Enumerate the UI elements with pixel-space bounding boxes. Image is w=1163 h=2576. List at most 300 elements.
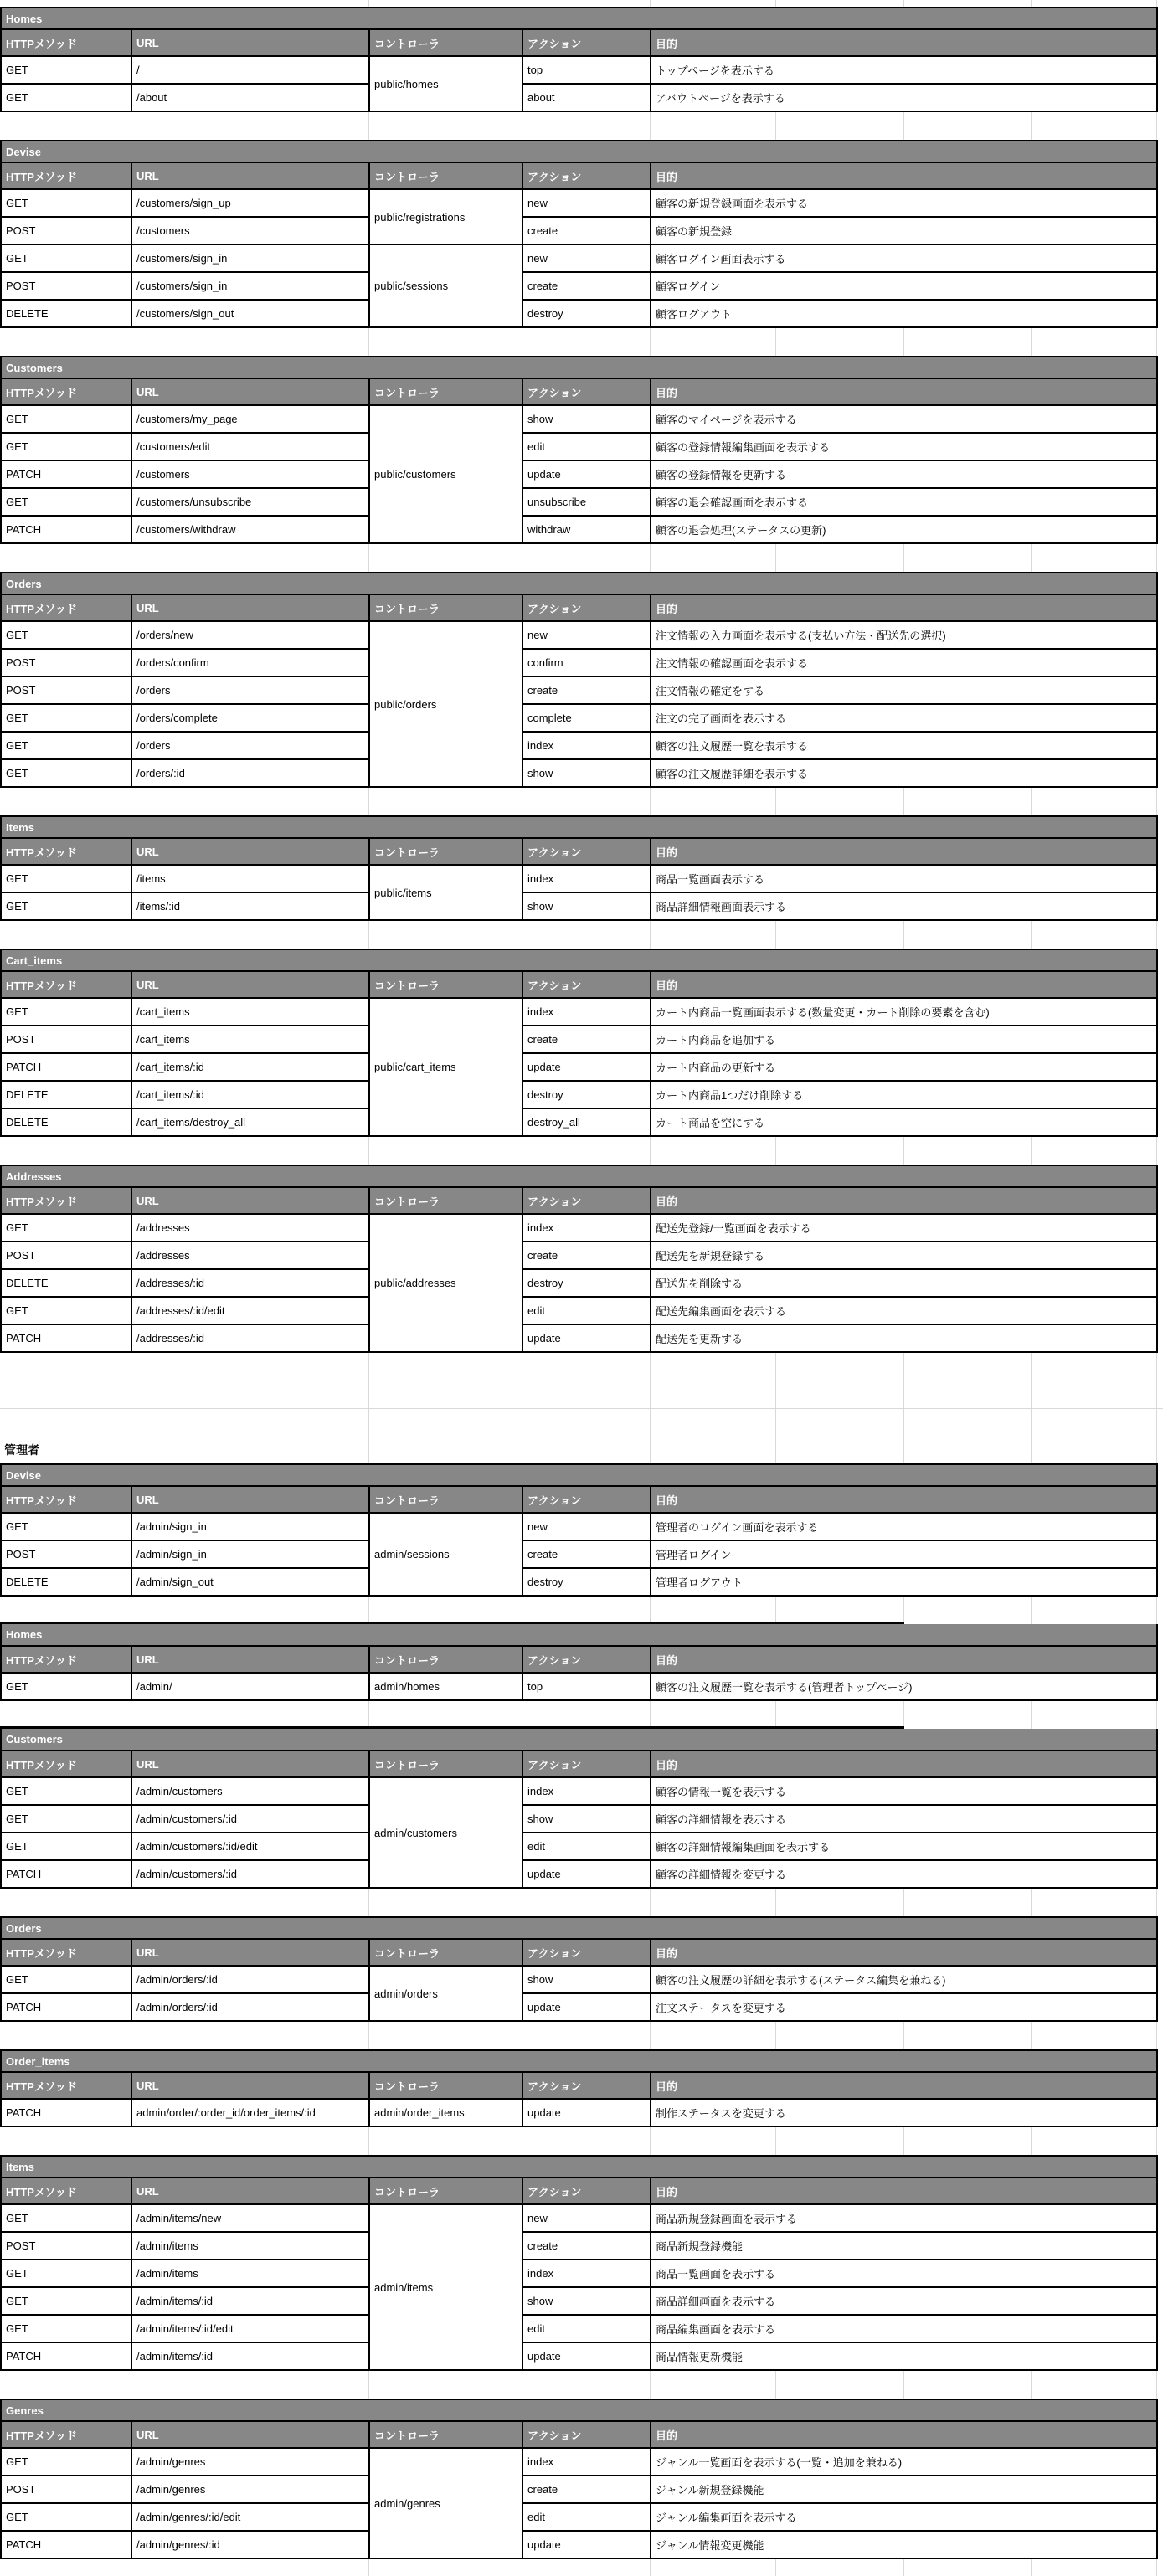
cell-url: /orders/complete [131,704,369,732]
cell-action: show [522,2287,651,2315]
sheet-gridline [650,1889,651,1916]
route-row [1,244,1157,272]
cell-http-method: DELETE [1,1108,131,1136]
column-header: コントローラ [369,1486,522,1513]
cell-action: update [522,1053,651,1081]
route-row [1,2099,1157,2126]
section-title-bar [1,2050,1157,2072]
section-title-bar [1,573,1157,594]
cell-action: confirm [522,649,651,676]
column-header: 目的 [651,1646,1157,1673]
admin-section-label: 管理者 [4,1442,39,1457]
sheet-gridline [1031,112,1032,140]
cell-url: /cart_items [131,998,369,1026]
column-header: 目的 [651,1939,1157,1966]
cell-purpose: 顧客の詳細情報編集画面を表示する [651,1833,1157,1860]
sheet-gridline [1031,921,1032,949]
column-header: URL [131,2178,369,2204]
route-table [0,1729,1158,1889]
cell-http-method: GET [1,84,131,111]
cell-url: /admin/orders/:id [131,1993,369,2021]
section-title-bar [1,2399,1157,2421]
cell-purpose: 顧客の退会処理(ステータスの更新) [651,516,1157,543]
empty-row [0,0,1163,7]
cell-action: index [522,2448,651,2476]
sheet-gridline [903,328,904,356]
cell-controller: admin/genres [369,2448,522,2558]
route-row [1,759,1157,787]
route-row [1,2342,1157,2370]
cell-action: index [522,1777,651,1805]
column-header: 目的 [651,162,1157,189]
section-title: Devise [1,141,1157,162]
cell-http-method: GET [1,56,131,84]
sheet-gridline [903,2559,904,2576]
column-header: HTTPメソッド [1,1486,131,1513]
cell-http-method: GET [1,704,131,732]
cell-url: /customers [131,460,369,488]
cell-action: new [522,1513,651,1540]
column-header: 目的 [651,29,1157,56]
route-table [0,1463,1158,1597]
empty-row [0,1137,1163,1165]
sheet-gridline [775,2559,776,2576]
sheet-gridline [1031,2127,1032,2155]
sheet-gridline [903,1353,904,1436]
sheet-gridline [903,1701,904,1729]
sheet-gridline [903,1436,904,1463]
column-header-row [1,838,1157,865]
cell-purpose: 顧客ログアウト [651,300,1157,327]
cell-url: admin/order/:order_id/order_items/:id [131,2099,369,2126]
column-header-row [1,1187,1157,1214]
column-header: コントローラ [369,2421,522,2448]
cell-http-method: PATCH [1,516,131,543]
route-row [1,2315,1157,2342]
cell-http-method: DELETE [1,300,131,327]
empty-row [0,2127,1163,2155]
column-header: HTTPメソッド [1,1751,131,1777]
cell-purpose: 注文の完了画面を表示する [651,704,1157,732]
cell-action: show [522,759,651,787]
route-row [1,621,1157,649]
cell-url: / [131,56,369,84]
cell-http-method: GET [1,433,131,460]
sheet-gridline [775,2371,776,2399]
column-header: コントローラ [369,1187,522,1214]
cell-purpose: ジャンル編集画面を表示する [651,2503,1157,2531]
route-row [1,1860,1157,1888]
cell-action: destroy [522,1568,651,1596]
cell-http-method: GET [1,1805,131,1833]
route-row [1,84,1157,111]
cell-purpose: 商品編集画面を表示する [651,2315,1157,2342]
route-row [1,1324,1157,1352]
cell-url: /admin/ [131,1673,369,1700]
cell-controller: public/addresses [369,1214,522,1352]
route-row [1,865,1157,892]
column-header: URL [131,971,369,998]
cell-url: /customers/my_page [131,405,369,433]
cell-purpose: 顧客の詳細情報を変更する [651,1860,1157,1888]
sheet-gridline [650,2127,651,2155]
cell-purpose: 顧客のマイページを表示する [651,405,1157,433]
sheet-gridline [1031,0,1032,7]
section-title: Customers [1,1729,1157,1751]
cell-action: about [522,84,651,111]
column-header: HTTPメソッド [1,1646,131,1673]
cell-purpose: 顧客の注文履歴の詳細を表示する(ステータス編集を兼ねる) [651,1966,1157,1993]
sheet-gridline [368,0,369,7]
column-header: URL [131,1187,369,1214]
cell-purpose: 顧客の新規登録画面を表示する [651,189,1157,217]
route-table [0,7,1158,112]
cell-purpose: 商品一覧画面を表示する [651,2260,1157,2287]
cell-purpose: 顧客ログイン [651,272,1157,300]
column-header: HTTPメソッド [1,1187,131,1214]
cell-http-method: PATCH [1,1324,131,1352]
sheet-gridline [650,544,651,572]
cell-url: /admin/customers [131,1777,369,1805]
column-header: HTTPメソッド [1,1939,131,1966]
cell-action: show [522,1805,651,1833]
sheet-gridline [1031,1137,1032,1165]
cell-action: new [522,244,651,272]
sheet-gridline [775,1597,776,1624]
cell-url: /admin/items [131,2232,369,2260]
column-header: HTTPメソッド [1,594,131,621]
cell-controller: public/customers [369,405,522,543]
cell-purpose: 顧客の登録情報を更新する [651,460,1157,488]
sheet-gridline [775,1436,776,1463]
cell-url: /customers/unsubscribe [131,488,369,516]
section-title: Devise [1,1464,1157,1486]
sheet-gridline [650,328,651,356]
cell-purpose: 注文情報の確定をする [651,676,1157,704]
column-header: 目的 [651,1751,1157,1777]
section-title-bar [1,357,1157,378]
sheet-gridline [1031,544,1032,572]
column-header: 目的 [651,594,1157,621]
sheet-gridline [903,1137,904,1165]
cell-action: destroy [522,1081,651,1108]
empty-row [0,1597,1163,1624]
column-header: 目的 [651,1486,1157,1513]
column-header: コントローラ [369,1646,522,1673]
route-row [1,732,1157,759]
route-table-section [0,1916,1156,2022]
column-header: URL [131,1939,369,1966]
cell-controller: admin/orders [369,1966,522,2021]
column-header: URL [131,2421,369,2448]
route-row [1,189,1157,217]
sheet-gridline [1156,2371,1157,2399]
route-row [1,2204,1157,2232]
sheet-gridline [775,1889,776,1916]
cell-url: /admin/genres [131,2476,369,2503]
column-header: アクション [522,162,651,189]
sheet-gridline [1156,0,1157,7]
cell-action: create [522,2232,651,2260]
cell-url: /admin/items [131,2260,369,2287]
section-title-bar [1,1624,1157,1646]
sheet-gridline [368,1597,369,1624]
route-row [1,1214,1157,1242]
cell-controller: admin/sessions [369,1513,522,1596]
cell-action: update [522,460,651,488]
column-header-row [1,2072,1157,2099]
cell-http-method: GET [1,1513,131,1540]
empty-row [0,112,1163,140]
sheet-gridline [650,1353,651,1436]
cell-url: /items [131,865,369,892]
column-header: 目的 [651,2421,1157,2448]
cell-http-method: PATCH [1,2342,131,2370]
route-table-section [0,140,1156,328]
column-header: URL [131,594,369,621]
column-header: アクション [522,1939,651,1966]
column-header-row [1,1486,1157,1513]
cell-url: /admin/genres/:id [131,2531,369,2558]
sheet-gridline [903,112,904,140]
section-title: Cart_items [1,949,1157,971]
cell-action: complete [522,704,651,732]
cell-url: /cart_items/:id [131,1081,369,1108]
cell-http-method: GET [1,1966,131,1993]
column-header: コントローラ [369,1751,522,1777]
section-title: Order_items [1,2050,1157,2072]
section-title: Homes [1,8,1157,29]
cell-http-method: GET [1,189,131,217]
route-row [1,1833,1157,1860]
cell-purpose: カート内商品を追加する [651,1026,1157,1053]
cell-purpose: 配送先を新規登録する [651,1242,1157,1269]
cell-http-method: DELETE [1,1568,131,1596]
route-row [1,2531,1157,2558]
column-header: URL [131,378,369,405]
route-row [1,1777,1157,1805]
route-table [0,356,1158,544]
cell-http-method: POST [1,649,131,676]
cell-action: edit [522,2315,651,2342]
sheet-gridline [368,1353,369,1436]
cell-http-method: GET [1,865,131,892]
sheet-gridline [1031,1436,1032,1463]
cell-http-method: GET [1,405,131,433]
route-row [1,2260,1157,2287]
sheet-gridline [1156,2022,1157,2049]
cell-action: show [522,405,651,433]
cell-controller: public/items [369,865,522,920]
cell-url: /customers/sign_up [131,189,369,217]
route-row [1,1966,1157,1993]
cell-purpose: 制作ステータスを変更する [651,2099,1157,2126]
section-title: Addresses [1,1165,1157,1187]
cell-purpose: 商品詳細情報画面表示する [651,892,1157,920]
sheet-gridline [368,2127,369,2155]
column-header: HTTPメソッド [1,29,131,56]
sheet-gridline [1156,544,1157,572]
column-header-row [1,2178,1157,2204]
column-header: 目的 [651,1187,1157,1214]
cell-http-method: GET [1,244,131,272]
cell-url: /orders/new [131,621,369,649]
sheet-gridline [775,2022,776,2049]
column-header: URL [131,1646,369,1673]
cell-purpose: カート商品を空にする [651,1108,1157,1136]
column-header: 目的 [651,971,1157,998]
column-header: アクション [522,2178,651,2204]
cell-http-method: GET [1,1214,131,1242]
column-header: URL [131,838,369,865]
cell-action: destroy_all [522,1108,651,1136]
sheet-gridline [1156,2127,1157,2155]
column-header-row [1,378,1157,405]
route-row [1,649,1157,676]
sheet-gridline [1156,1597,1157,1624]
cell-action: top [522,56,651,84]
cell-url: /admin/orders/:id [131,1966,369,1993]
route-table [0,1624,1158,1701]
sheet-gridline [775,1353,776,1436]
cell-controller: admin/items [369,2204,522,2370]
route-table [0,1165,1158,1353]
sheet-gridline [1156,788,1157,815]
cell-http-method: GET [1,2503,131,2531]
cell-purpose: 配送先を更新する [651,1324,1157,1352]
route-row [1,2232,1157,2260]
cell-controller: admin/order_items [369,2099,522,2126]
route-row [1,1673,1157,1700]
cell-url: /addresses/:id [131,1324,369,1352]
route-row [1,300,1157,327]
empty-row [0,788,1163,815]
cell-http-method: PATCH [1,2531,131,2558]
cell-http-method: POST [1,1026,131,1053]
cell-purpose: 顧客ログイン画面表示する [651,244,1157,272]
column-header-row [1,162,1157,189]
cell-purpose: 注文情報の入力画面を表示する(支払い方法・配送先の選択) [651,621,1157,649]
route-row [1,998,1157,1026]
column-header: HTTPメソッド [1,2421,131,2448]
cell-http-method: GET [1,2287,131,2315]
sheet-gridline [903,788,904,815]
section-title-bar [1,8,1157,29]
route-table-section [0,949,1156,1137]
sheet-gridline [368,2371,369,2399]
route-table [0,1916,1158,2022]
empty-row [0,328,1163,356]
cell-http-method: GET [1,732,131,759]
sheet-gridline [650,1597,651,1624]
cell-action: index [522,865,651,892]
empty-row [0,1889,1163,1916]
column-header: コントローラ [369,378,522,405]
cell-action: edit [522,2503,651,2531]
cell-http-method: POST [1,1540,131,1568]
cell-url: /admin/customers/:id/edit [131,1833,369,1860]
cell-http-method: PATCH [1,1993,131,2021]
route-row [1,1513,1157,1540]
cell-purpose: 注文ステータスを変更する [651,1993,1157,2021]
route-row [1,1053,1157,1081]
cell-action: update [522,1993,651,2021]
route-row [1,433,1157,460]
column-header-row [1,1939,1157,1966]
section-title-bar [1,816,1157,838]
cell-http-method: GET [1,621,131,649]
cell-purpose: 顧客の新規登録 [651,217,1157,244]
route-row [1,516,1157,543]
cell-url: /admin/sign_in [131,1540,369,1568]
column-header: HTTPメソッド [1,971,131,998]
route-row [1,1297,1157,1324]
section-title: Orders [1,573,1157,594]
route-table [0,949,1158,1137]
column-header: HTTPメソッド [1,378,131,405]
cell-action: update [522,1324,651,1352]
cell-http-method: POST [1,676,131,704]
column-header: コントローラ [369,2178,522,2204]
column-header: URL [131,29,369,56]
cell-purpose: 商品情報更新機能 [651,2342,1157,2370]
cell-purpose: カート内商品の更新する [651,1053,1157,1081]
cell-url: /customers/sign_out [131,300,369,327]
cell-url: /customers/edit [131,433,369,460]
column-header: アクション [522,1751,651,1777]
section-title-bar [1,1165,1157,1187]
column-header: コントローラ [369,594,522,621]
cell-purpose: 顧客の情報一覧を表示する [651,1777,1157,1805]
column-header-row [1,1646,1157,1673]
sheet-gridline [1156,1889,1157,1916]
route-row [1,1805,1157,1833]
route-table-section [0,2155,1156,2371]
sheet-gridline [0,1408,1163,1409]
cell-url: /admin/sign_out [131,1568,369,1596]
sheet-gridline [775,328,776,356]
cell-purpose: ジャンル新規登録機能 [651,2476,1157,2503]
sheet-gridline [650,1701,651,1729]
partial-border-line [0,1726,904,1729]
column-header: URL [131,1751,369,1777]
cell-purpose: 配送先を削除する [651,1269,1157,1297]
route-row [1,1993,1157,2021]
sheet-gridline [650,1137,651,1165]
cell-action: destroy [522,1269,651,1297]
cell-action: show [522,1966,651,1993]
section-title: Customers [1,357,1157,378]
cell-action: index [522,732,651,759]
cell-action: create [522,272,651,300]
cell-action: edit [522,1833,651,1860]
route-table-section [0,572,1156,788]
column-header: アクション [522,1187,651,1214]
route-row [1,272,1157,300]
empty-row [0,1353,1163,1436]
cell-action: index [522,2260,651,2287]
cell-action: show [522,892,651,920]
route-row [1,1026,1157,1053]
cell-http-method: DELETE [1,1081,131,1108]
section-title-bar [1,2156,1157,2178]
sheet-gridline [368,2022,369,2049]
cell-url: /addresses/:id/edit [131,1297,369,1324]
cell-purpose: 顧客の詳細情報を表示する [651,1805,1157,1833]
sheet-gridline [775,1137,776,1165]
cell-controller: admin/customers [369,1777,522,1888]
column-header: アクション [522,1486,651,1513]
